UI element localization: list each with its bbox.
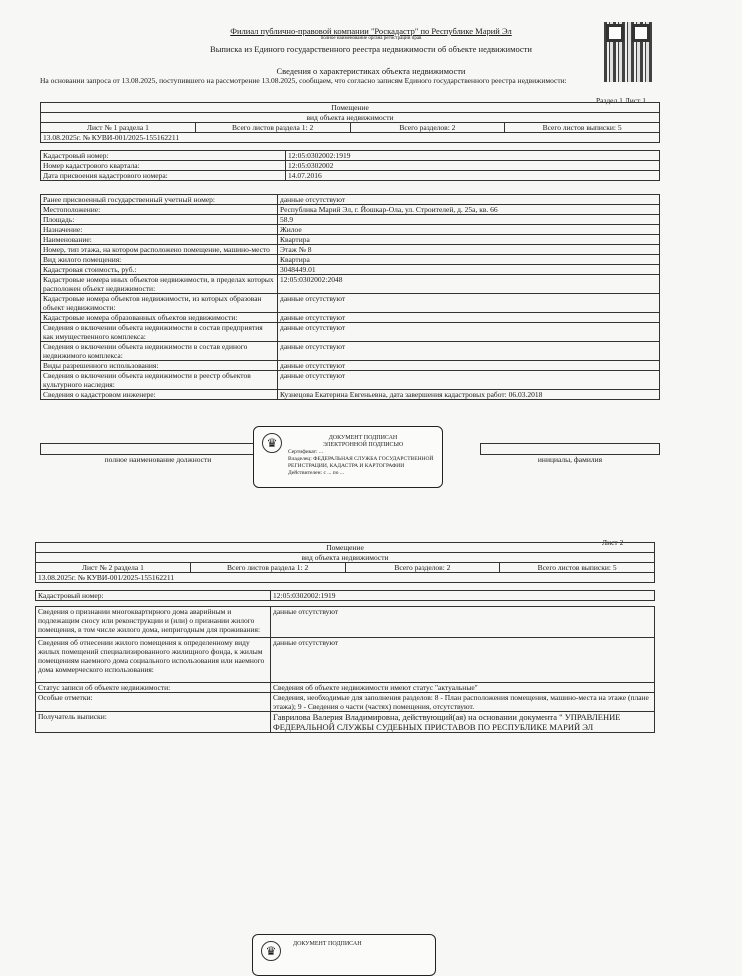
request-basis: На основании запроса от 13.08.2025, поступившего на рассмотрение 13.08.2025, сообщаем, что согласно записям Единого государственного реестра недвижимости: [40, 76, 567, 85]
row-label: Назначение: [41, 225, 278, 235]
row-label: Наименование: [41, 235, 278, 245]
coat-of-arms-icon: ♛ [262, 433, 282, 453]
row-value: 3048449.01 [278, 265, 660, 275]
table-row [36, 712, 655, 733]
row-label: Кадастровые номера иных объектов недвижимости, в пределах которых расположен объект недвижимости: [41, 275, 278, 294]
sheet-number: Лист № 1 раздела 1 [41, 123, 196, 133]
total-sheets: Всего листов выписки: 5 [500, 563, 655, 573]
row-label: Кадастровые номера образованных объектов недвижимости: [41, 313, 278, 323]
doc-title: Выписка из Единого государственного реестра недвижимости об объекте недвижимости [210, 44, 532, 54]
row-value: Этаж № 8 [278, 245, 660, 255]
row-value: 14.07.2016 [286, 171, 660, 181]
org-name: Филиал публично-правовой компании "Роскадастр" по Республике Марий Эл [230, 26, 512, 36]
sheet-number: Лист № 2 раздела 1 [36, 563, 191, 573]
row-value: Кузнецова Екатерина Евгеньевна, дата завершения кадастровых работ: 06.03.2018 [278, 390, 660, 400]
row-label: Номер кадастрового квартала: [41, 161, 286, 171]
table-row [41, 205, 660, 215]
row-value: данные отсутствуют [278, 313, 660, 323]
row-label: Дата присвоения кадастрового номера: [41, 171, 286, 181]
object-kind: вид объекта недвижимости [41, 113, 660, 123]
document-number: 13.08.2025г. № КУВИ-001/2025-155162211 [41, 133, 660, 143]
name-cell [481, 444, 660, 455]
row-value: Гаврилова Валерия Владимировна, действующий(ая) на основании документа " УПРАВЛЕНИЕ ФЕДЕРАЛЬНОЙ СЛУЖБЫ СУДЕБНЫХ ПРИСТАВОВ ПО РЕСПУБЛИКЕ МАРИЙ ЭЛ [271, 712, 655, 733]
sheet2-details-table [35, 606, 655, 733]
sheets-in-section: Всего листов раздела 1: 2 [195, 123, 350, 133]
sheet1-characteristics-table [40, 194, 660, 400]
table-row [41, 235, 660, 245]
row-value: данные отсутствуют [271, 638, 655, 683]
row-value: 12:05:0302002 [286, 161, 660, 171]
row-label: Сведения о кадастровом инженере: [41, 390, 278, 400]
row-label: Сведения о включении объекта недвижимости в состав единого недвижимого комплекса: [41, 342, 278, 361]
table-row [41, 225, 660, 235]
row-label: Местоположение: [41, 205, 278, 215]
row-value: 12:05:0302002:1919 [271, 591, 655, 601]
row-value: Квартира [278, 255, 660, 265]
table-row [41, 161, 660, 171]
row-label: Сведения о признании многоквартирного дома аварийным и подлежащим сносу или реконструкции и (или) о признании жилого помещения, в том числе жилого дома, непригодным для проживания: [36, 607, 271, 638]
sheet1-top-rows [40, 150, 660, 181]
row-label: Виды разрешенного использования: [41, 361, 278, 371]
object-type: Помещение [41, 103, 660, 113]
sheet2-ref: Лист 2 [602, 538, 624, 547]
row-label: Вид жилого помещения: [41, 255, 278, 265]
table-row [41, 294, 660, 313]
row-value: 12:05:0302002:1919 [286, 151, 660, 161]
row-label: Статус записи об объекте недвижимости: [36, 683, 271, 693]
table-row [41, 361, 660, 371]
table-row [41, 371, 660, 390]
row-label: Кадастровая стоимость, руб.: [41, 265, 278, 275]
row-value: 12:05:0302002:2048 [278, 275, 660, 294]
row-value: данные отсутствуют [278, 371, 660, 390]
sig-line: ЭЛЕКТРОННОЙ ПОДПИСЬЮ [322, 442, 404, 448]
sig-line: ДОКУМЕНТ ПОДПИСАН [293, 941, 362, 947]
sig-line: Владелец: ФЕДЕРАЛЬНАЯ СЛУЖБА ГОСУДАРСТВЕННОЙ [288, 456, 434, 462]
row-value: данные отсутствуют [278, 342, 660, 361]
table-row [36, 638, 655, 683]
row-label: Ранее присвоенный государственный учетный номер: [41, 195, 278, 205]
object-type: Помещение [36, 543, 655, 553]
row-value: Республика Марий Эл, г. Йошкар-Ола, ул. Строителей, д. 25а, кв. 66 [278, 205, 660, 215]
table-row [41, 245, 660, 255]
table-row [41, 215, 660, 225]
row-label: Площадь: [41, 215, 278, 225]
table-row [41, 390, 660, 400]
table-row [36, 591, 655, 601]
object-kind: вид объекта недвижимости [36, 553, 655, 563]
table-row [41, 171, 660, 181]
row-label: Кадастровый номер: [41, 151, 286, 161]
table-row [41, 151, 660, 161]
e-signature-stamp [253, 426, 443, 488]
table-row [41, 195, 660, 205]
row-value: данные отсутствуют [278, 195, 660, 205]
row-value: данные отсутствуют [278, 361, 660, 371]
sig-line: ДОКУМЕНТ ПОДПИСАН [328, 435, 398, 441]
row-value: Сведения, необходимые для заполнения разделов: 8 - План расположения помещения, машино-места на этаже (плане этажа); 9 - Сведения о части (частях) помещения, отсутствуют. [271, 693, 655, 712]
e-signature-stamp-2 [252, 934, 436, 976]
row-label: Сведения о включении объекта недвижимости в реестр объектов культурного наследия: [41, 371, 278, 390]
sheet2-header-table [35, 542, 655, 583]
row-label: Кадастровые номера объектов недвижимости, из которых образован объект недвижимости: [41, 294, 278, 313]
table-row [41, 342, 660, 361]
row-value: Сведения об объекте недвижимости имеют статус "актуальные" [271, 683, 655, 693]
row-label: Сведения о включении объекта недвижимости в состав предприятия как имущественного комплекса: [41, 323, 278, 342]
table-row [36, 607, 655, 638]
row-value: данные отсутствуют [278, 323, 660, 342]
section-ref: Раздел 1 Лист 1 [596, 96, 647, 105]
table-row [41, 313, 660, 323]
total-sections: Всего разделов: 2 [350, 123, 505, 133]
table-row [41, 323, 660, 342]
qr-code-icon [604, 22, 652, 82]
sig-line: Сертификат: ... [288, 449, 324, 455]
position-caption: полное наименование должности [104, 455, 212, 464]
position-cell [41, 444, 276, 455]
table-row [41, 275, 660, 294]
table-row [36, 693, 655, 712]
row-value: данные отсутствуют [271, 607, 655, 638]
document-number: 13.08.2025г. № КУВИ-001/2025-155162211 [36, 573, 655, 583]
row-label: Получатель выписки: [36, 712, 271, 733]
table-row [41, 265, 660, 275]
org-caption: полное наименование органа регистрации прав [320, 36, 422, 41]
table-row [36, 683, 655, 693]
row-value: данные отсутствуют [278, 294, 660, 313]
table-row [41, 255, 660, 265]
total-sheets: Всего листов выписки: 5 [505, 123, 660, 133]
row-label: Кадастровый номер: [36, 591, 271, 601]
row-value: 58.9 [278, 215, 660, 225]
total-sections: Всего разделов: 2 [345, 563, 500, 573]
sheet1-header-table [40, 102, 660, 143]
row-value: Жилое [278, 225, 660, 235]
row-value: Квартира [278, 235, 660, 245]
sig-line: РЕГИСТРАЦИИ, КАДАСТРА И КАРТОГРАФИИ [288, 463, 405, 469]
coat-of-arms-icon: ♛ [261, 941, 281, 961]
row-label: Сведения об отнесении жилого помещения к определенному виду жилых помещений специализированного жилищного фонда, к жилым помещениям наемного дома социального использования или наемного дома коммерческого использования: [36, 638, 271, 683]
row-label: Особые отметки: [36, 693, 271, 712]
doc-subtitle: Сведения о характеристиках объекта недвижимости [276, 66, 466, 76]
row-label: Номер, тип этажа, на котором расположено помещение, машино-место [41, 245, 278, 255]
name-caption: инициалы, фамилия [537, 455, 603, 464]
sig-line: Действителен: с ... по ... [288, 470, 344, 476]
sheets-in-section: Всего листов раздела 1: 2 [190, 563, 345, 573]
sheet2-cadastral-row [35, 590, 655, 601]
